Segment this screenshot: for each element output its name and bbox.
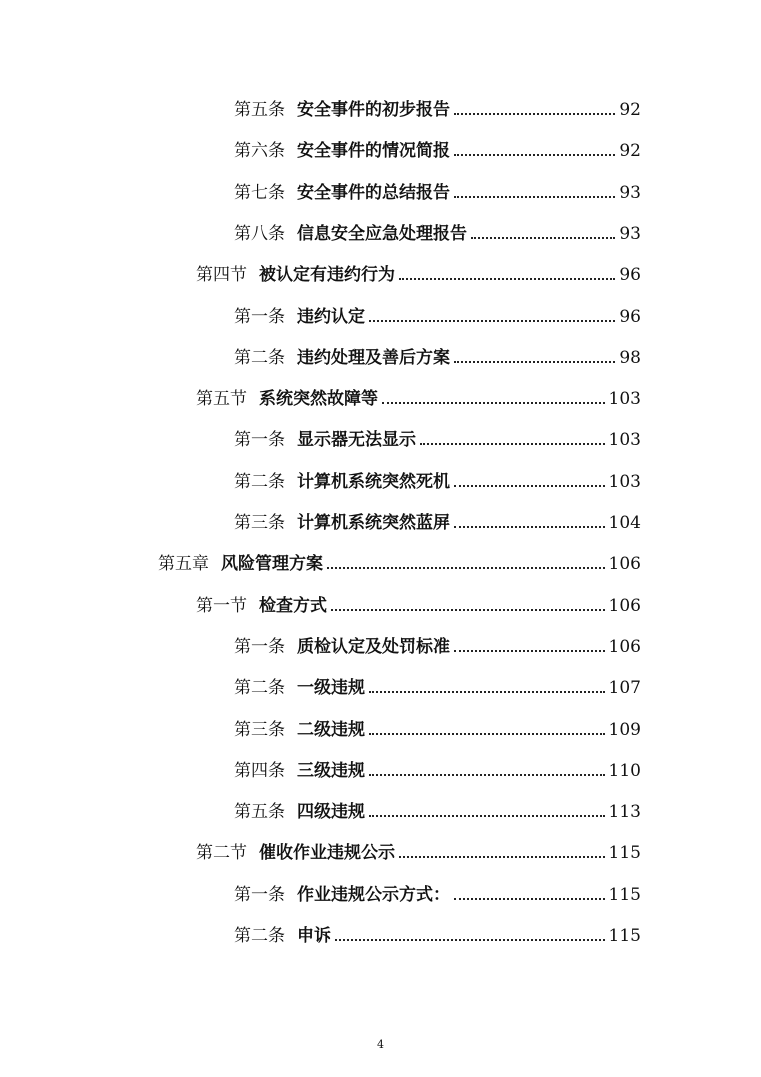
toc-dot-leader	[471, 237, 615, 239]
toc-entry-title: 安全事件的初步报告	[297, 100, 450, 120]
toc-entry-number: 第八条	[234, 224, 285, 244]
toc-entry-title: 作业违规公示方式：	[297, 885, 450, 905]
toc-entry[interactable]	[196, 592, 641, 616]
toc-entry-title: 质检认定及处罚标准	[297, 637, 450, 657]
toc-entry[interactable]	[234, 509, 641, 533]
toc-dot-leader	[369, 815, 605, 817]
toc-entry[interactable]	[196, 839, 641, 863]
toc-entry-page: 115	[608, 885, 641, 905]
toc-entry-title: 三级违规	[297, 761, 365, 781]
toc-entry-number: 第四条	[234, 761, 285, 781]
toc-dot-leader	[399, 278, 615, 280]
toc-entry-title: 显示器无法显示	[297, 430, 416, 450]
toc-entry[interactable]	[234, 468, 641, 492]
toc-entry-title: 检查方式	[259, 596, 327, 616]
toc-dot-leader	[331, 609, 605, 611]
toc-entry-title: 安全事件的情况简报	[297, 141, 450, 161]
toc-entry-page: 110	[608, 761, 641, 781]
toc-entry[interactable]	[234, 757, 641, 781]
toc-entry-number: 第二条	[234, 678, 285, 698]
toc-dot-leader	[369, 774, 605, 776]
toc-entry[interactable]	[234, 426, 641, 450]
toc-entry[interactable]	[234, 344, 641, 368]
toc-entry-title: 被认定有违约行为	[259, 265, 395, 285]
toc-dot-leader	[454, 650, 605, 652]
toc-entry-title: 违约处理及善后方案	[297, 348, 450, 368]
toc-entry-title: 风险管理方案	[221, 554, 323, 574]
toc-dot-leader	[382, 402, 605, 404]
toc-entry-title: 催收作业违规公示	[259, 843, 395, 863]
toc-dot-leader	[327, 567, 605, 569]
toc-dot-leader	[454, 898, 605, 900]
toc-entry-number: 第一节	[196, 596, 247, 616]
toc-entry-page: 96	[619, 307, 641, 327]
toc-dot-leader	[454, 196, 615, 198]
toc-entry-number: 第一条	[234, 430, 285, 450]
toc-dot-leader	[454, 361, 615, 363]
toc-entry-number: 第五节	[196, 389, 247, 409]
toc-entry-page: 115	[608, 843, 641, 863]
toc-entry-number: 第二条	[234, 472, 285, 492]
toc-dot-leader	[454, 526, 605, 528]
toc-entry-page: 104	[608, 513, 641, 533]
toc-entry[interactable]	[234, 674, 641, 698]
toc-entry-number: 第一条	[234, 307, 285, 327]
toc-entry-title: 违约认定	[297, 307, 365, 327]
toc-entry-title: 一级违规	[297, 678, 365, 698]
toc-entry-title: 计算机系统突然蓝屏	[297, 513, 450, 533]
toc-entry-number: 第四节	[196, 265, 247, 285]
toc-entry-page: 115	[608, 926, 641, 946]
toc-entry[interactable]	[234, 798, 641, 822]
toc-entry[interactable]	[234, 881, 641, 905]
toc-dot-leader	[454, 485, 605, 487]
toc-entry-page: 106	[608, 554, 641, 574]
toc-entry-page: 103	[608, 389, 641, 409]
toc-dot-leader	[369, 320, 615, 322]
toc-dot-leader	[420, 443, 605, 445]
toc-entry-number: 第三条	[234, 720, 285, 740]
toc-entry-page: 113	[608, 802, 641, 822]
toc-entry-title: 申诉	[297, 926, 331, 946]
toc-entry-page: 103	[608, 472, 641, 492]
toc-entry-number: 第二条	[234, 926, 285, 946]
toc-entry[interactable]	[196, 385, 641, 409]
toc-entry[interactable]	[234, 303, 641, 327]
toc-dot-leader	[454, 113, 615, 115]
toc-entry-title: 安全事件的总结报告	[297, 183, 450, 203]
toc-entry-title: 四级违规	[297, 802, 365, 822]
toc-entry-page: 96	[619, 265, 641, 285]
toc-dot-leader	[454, 154, 615, 156]
toc-entry-number: 第七条	[234, 183, 285, 203]
toc-entry-title: 二级违规	[297, 720, 365, 740]
toc-entry-number: 第一条	[234, 885, 285, 905]
toc-entry[interactable]	[234, 179, 641, 203]
toc-dot-leader	[369, 691, 605, 693]
toc-dot-leader	[335, 939, 605, 941]
toc-dot-leader	[399, 856, 605, 858]
toc-entry-number: 第三条	[234, 513, 285, 533]
toc-entry-number: 第六条	[234, 141, 285, 161]
toc-entry-page: 98	[619, 348, 641, 368]
toc-entry-page: 93	[619, 183, 641, 203]
toc-entry-page: 92	[619, 100, 641, 120]
toc-entry[interactable]	[234, 716, 641, 740]
toc-entry-number: 第二节	[196, 843, 247, 863]
toc-entry[interactable]	[234, 633, 641, 657]
toc-entry-page: 92	[619, 141, 641, 161]
toc-entry-number: 第五章	[158, 554, 209, 574]
toc-entry-title: 计算机系统突然死机	[297, 472, 450, 492]
page-number: 4	[377, 1038, 384, 1051]
toc-entry[interactable]	[234, 220, 641, 244]
toc-entry-page: 106	[608, 637, 641, 657]
toc-entry[interactable]	[158, 550, 641, 574]
toc-entry[interactable]	[234, 137, 641, 161]
toc-entry-page: 107	[608, 678, 641, 698]
toc-entry-page: 103	[608, 430, 641, 450]
toc-entry-page: 109	[608, 720, 641, 740]
toc-entry-title: 系统突然故障等	[259, 389, 378, 409]
toc-entry[interactable]	[234, 922, 641, 946]
toc-entry-number: 第一条	[234, 637, 285, 657]
toc-entry-page: 93	[619, 224, 641, 244]
toc-entry[interactable]	[234, 96, 641, 120]
toc-dot-leader	[369, 733, 605, 735]
toc-entry-number: 第五条	[234, 802, 285, 822]
toc-entry-number: 第二条	[234, 348, 285, 368]
toc-entry[interactable]	[196, 261, 641, 285]
toc-entry-page: 106	[608, 596, 641, 616]
toc-entry-number: 第五条	[234, 100, 285, 120]
toc-entry-title: 信息安全应急处理报告	[297, 224, 467, 244]
